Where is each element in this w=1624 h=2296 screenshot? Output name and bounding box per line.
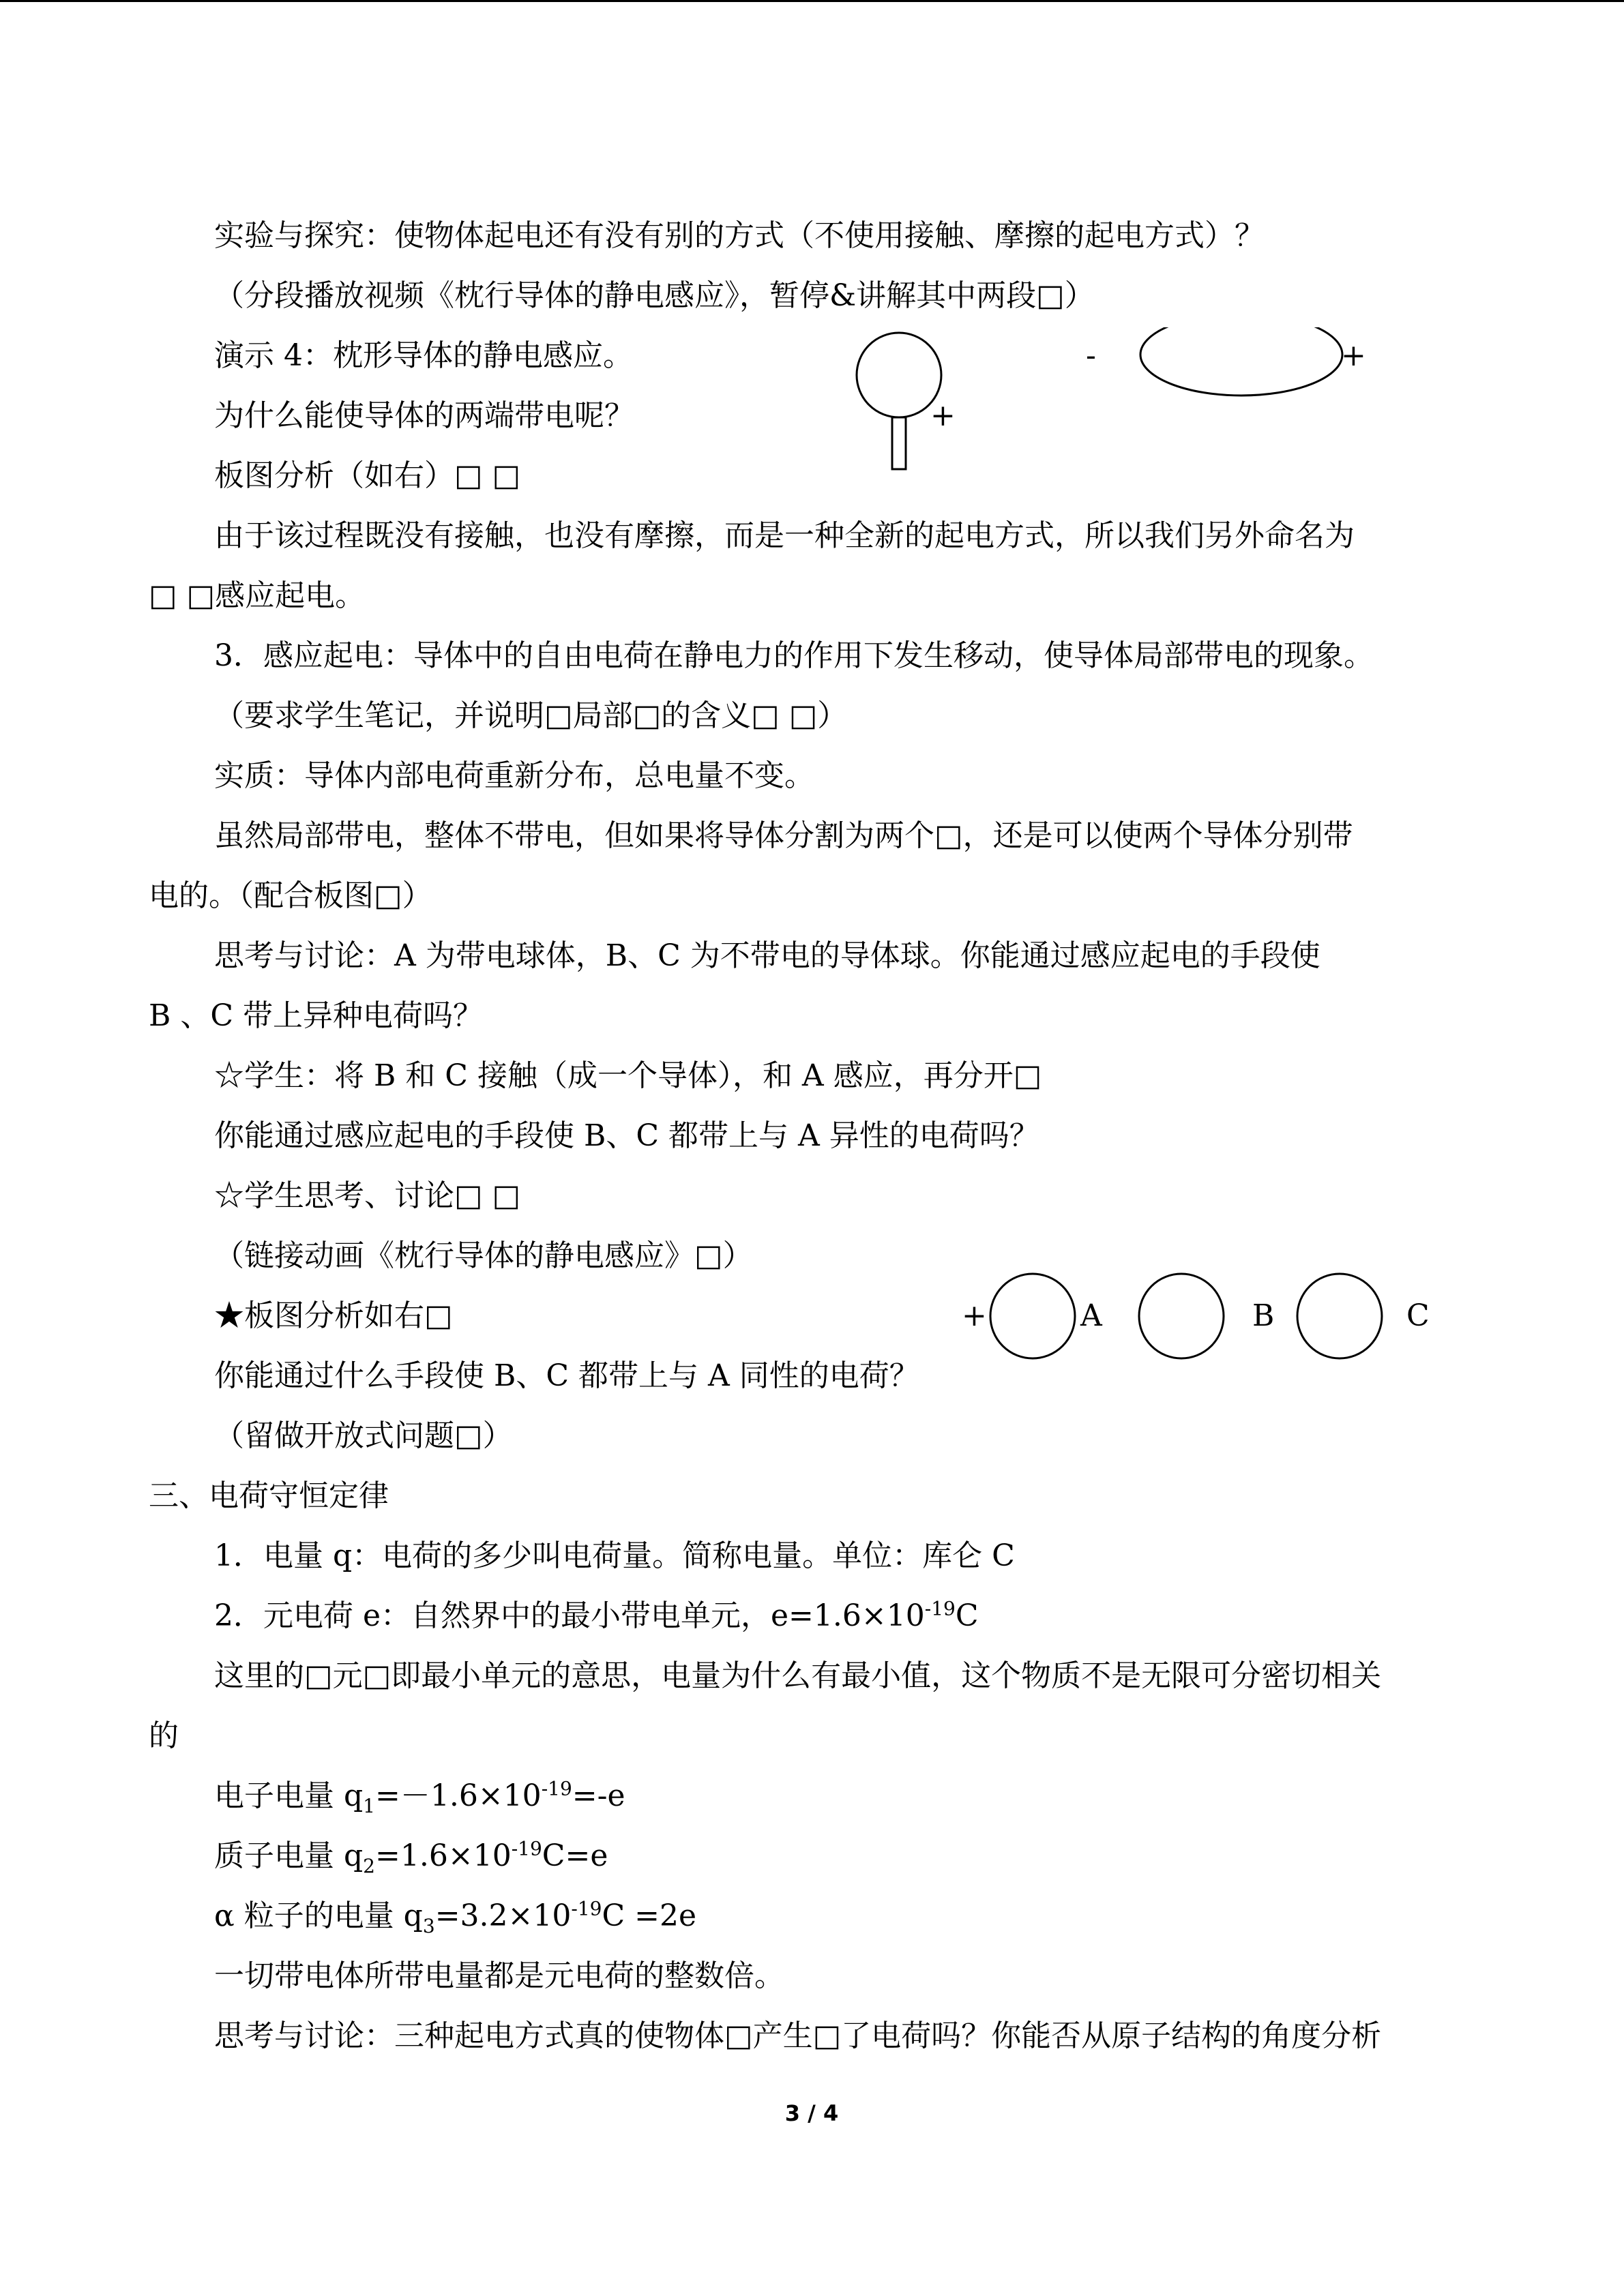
sphere-b-label: B [1252,1298,1275,1333]
spheres-diagram [982,1268,1405,1364]
ball-stand [892,417,906,469]
line-student-answer: ☆学生：将 B 和 C 接触（成一个导体），和 A 感应，再分开□ [214,1058,1042,1093]
line-split-conductor: 虽然局部带电，整体不带电，但如果将导体分割为两个□，还是可以使两个导体分别带 [214,818,1353,853]
line-alpha-charge: α 粒子的电量 $q_3=3.2\times 10^{-19}C =2e$ [214,1897,697,1937]
line-discussion-1-cont: B 、C 带上异种电荷吗？ [149,998,483,1033]
sphere-c-label: C [1406,1298,1430,1333]
sphere-a-label: A [1080,1298,1102,1333]
line-elementary-charge: 2．元电荷 e：自然界中的最小带电单元，$e=1.6\times 10^{-19}C$ [214,1597,979,1633]
line-why-question: 为什么能使导体的两端带电呢？ [214,398,634,433]
line-board-analysis: 板图分析（如右）□ □ [214,458,521,493]
top-rule [0,0,1624,2]
plus-sign-ball: + [930,398,956,433]
line-split-conductor-cont: 电的。（配合板图□） [149,878,432,913]
sphere-a [990,1274,1075,1358]
line-notes: （要求学生笔记，并说明□局部□的含义□ □） [214,698,848,733]
pillow-conductor [1140,327,1342,396]
line-quantity-definition: 1．电量 q：电荷的多少叫电荷量。简称电量。单位：库仑 C [214,1538,1015,1573]
line-electron-charge: 电子电量 $q_1=-1.6\times 10^{-19}=-e$ [214,1777,625,1817]
line-experiment-question: 实验与探究：使物体起电还有没有别的方式（不使用接触、摩擦的起电方式）？ [214,218,1265,253]
line-proton-charge: 质子电量 $q_2=1.6\times 10^{-19}C=e$ [214,1837,608,1877]
line-discussion-2: 思考与讨论：三种起电方式真的使物体□产生□了电荷吗？你能否从原子结构的角度分析 [214,2018,1382,2053]
line-naming: 由于该过程既没有接触，也没有摩擦，而是一种全新的起电方式，所以我们另外命名为 [214,518,1355,553]
line-question-opposite: 你能通过感应起电的手段使 B、C 都带上与 A 异性的电荷吗？ [214,1118,1039,1153]
plus-sign-right: + [1341,338,1366,373]
line-open-question: （留做开放式问题□） [214,1418,513,1453]
induction-diagram [846,327,1378,491]
page-number: 3 / 4 [784,2100,839,2126]
line-elementary-meaning-cont: 的 [149,1718,179,1753]
line-student-discuss: ☆学生思考、讨论□ □ [214,1178,521,1213]
line-question-same: 你能通过什么手段使 B、C 都带上与 A 同性的电荷？ [214,1358,919,1393]
line-definition: 3．感应起电：导体中的自由电荷在静电力的作用下发生移动，使导体局部带电的现象。 [214,638,1374,673]
line-essence: 实质：导体内部电荷重新分布，总电量不变。 [214,758,814,793]
charged-ball [857,333,941,417]
sphere-c [1297,1274,1382,1358]
line-elementary-meaning: 这里的□元□即最小单元的意思，电量为什么有最小值，这个物质不是无限可分密切相关 [214,1658,1382,1693]
line-board-analysis-2: ★板图分析如右□ [214,1298,453,1333]
section-heading-charge-conservation: 三、电荷守恒定律 [149,1478,389,1513]
line-discussion-1: 思考与讨论：A 为带电球体，B、C 为不带电的导体球。你能通过感应起电的手段使 [214,938,1320,973]
line-video-note: （分段播放视频《枕行导体的静电感应》，暂停&讲解其中两段□） [214,278,1095,313]
line-induction-charging: □ □感应起电。 [149,578,366,613]
sphere-b [1139,1274,1224,1358]
sphere-a-plus: + [962,1298,987,1333]
line-integer-multiple: 一切带电体所带电量都是元电荷的整数倍。 [214,1958,784,1993]
minus-sign: - [1086,338,1096,373]
line-demo-4: 演示 4：枕形导体的静电感应。 [214,338,633,373]
line-animation-link: （链接动画《枕行导体的静电感应》□） [214,1238,753,1273]
